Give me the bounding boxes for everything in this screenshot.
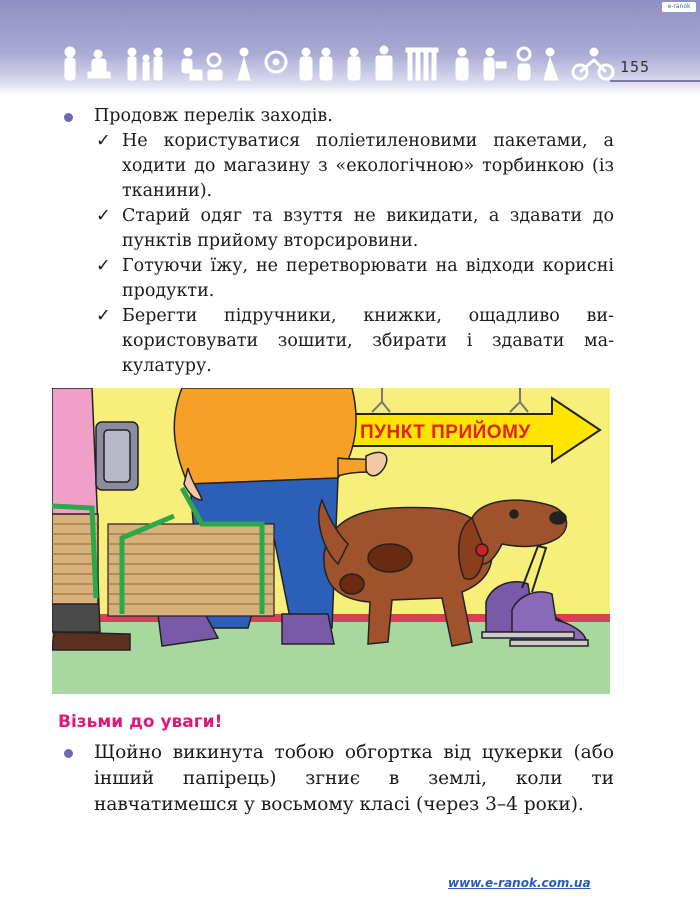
family-icon (65, 47, 75, 80)
people-icon (484, 48, 506, 80)
page-header (0, 0, 700, 96)
page-number-rule (610, 80, 700, 82)
note-text: Щойно викинута тобою обгортка від цукерки (або інший папірець) згниє в землі, коли ти навчатимешся у восьмому класі (через 3–4 роки). (94, 742, 614, 815)
publisher-logo: e-ranok (662, 2, 696, 12)
bullet-icon (64, 749, 73, 758)
people-icon (266, 52, 286, 72)
pictogram-strip (58, 44, 618, 84)
people-icon (88, 50, 110, 78)
recycling-illustration (52, 388, 610, 694)
people-icon (238, 48, 250, 80)
checkmark-icon: ✓ (96, 206, 111, 226)
measures-list-section (58, 104, 614, 379)
people-icon (518, 48, 530, 80)
list-item-text: Готуючи їжу, не перетворювати на відходи корисні продукти. (122, 256, 614, 301)
list-item (58, 129, 614, 204)
list-item-text: Берегти підручники, книжки, ощадливо використовувати зошити, збирати і здавати макулатуру. (122, 306, 614, 376)
intro-text: Продовж перелік заходів. (94, 106, 333, 126)
note-item (58, 740, 614, 818)
people-icon (456, 48, 468, 80)
publisher-link[interactable]: www.e-ranok.com.ua (448, 876, 591, 890)
people-icon (544, 48, 558, 80)
checkmark-icon: ✓ (96, 306, 111, 326)
list-item-text: Не користуватися поліетиленовими пакетами, а ходити до магазину з «екологічною» торбинкою (із тканини). (122, 131, 614, 201)
sign-text: ПУНКТ ПРИЙОМУ (360, 422, 531, 443)
people-icon (208, 54, 222, 80)
list-item (58, 304, 614, 379)
page-number: 155 (620, 58, 651, 76)
people-icon (182, 48, 202, 80)
list-item-text: Старий одяг та взуття не викидати, а здавати до пунктів прийому вторсировини. (122, 206, 614, 251)
list-intro (58, 104, 614, 129)
list-item (58, 204, 614, 254)
bullet-icon (64, 113, 73, 122)
people-icon (406, 48, 438, 80)
people-icon (300, 48, 332, 80)
cyclist-icon (573, 48, 613, 79)
note-heading: Візьми до уваги! (58, 712, 223, 732)
checkmark-icon: ✓ (96, 256, 111, 276)
checkmark-icon: ✓ (96, 131, 111, 151)
people-icon (376, 46, 392, 80)
note-section (58, 740, 614, 818)
people-icon (348, 48, 360, 80)
list-item (58, 254, 614, 304)
family-icon (128, 48, 162, 80)
